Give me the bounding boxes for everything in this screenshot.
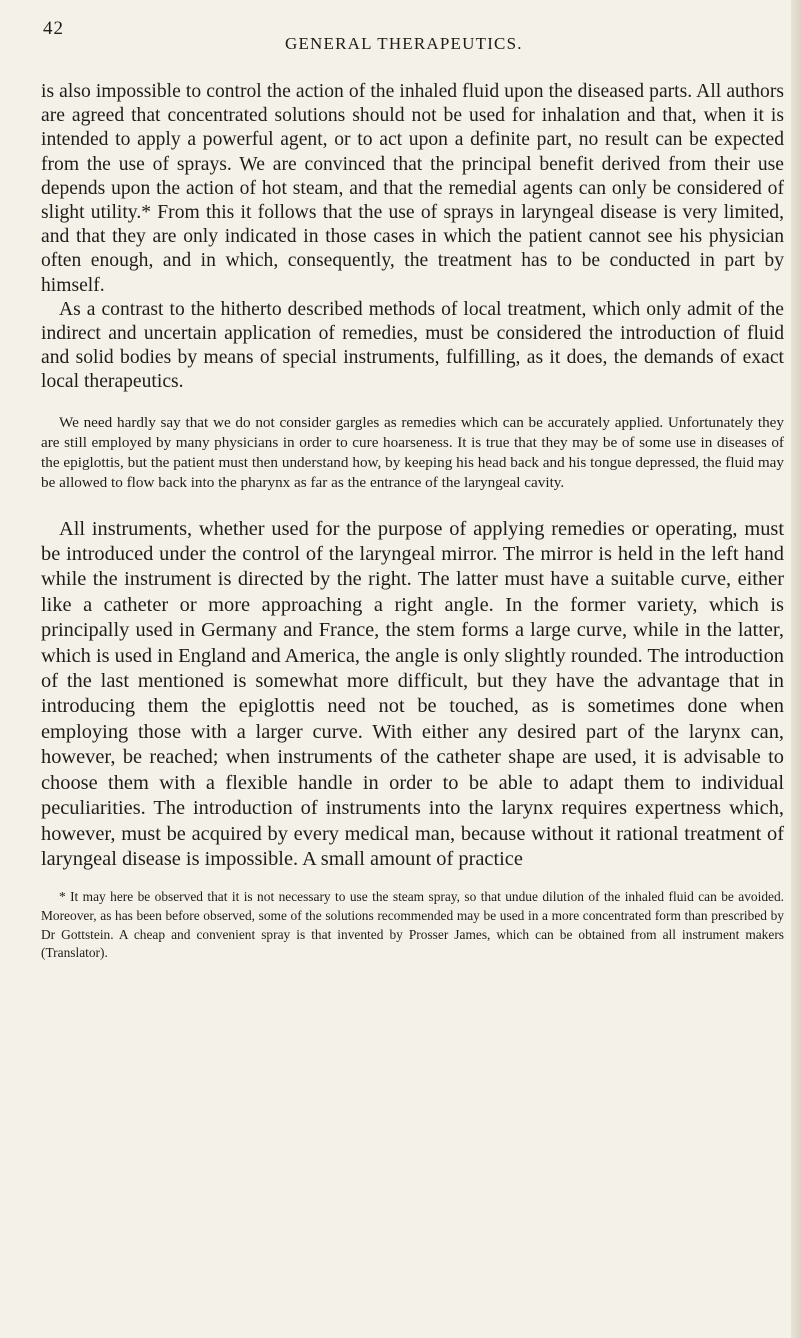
footnote: * It may here be observed that it is not necessary to use the steam spray, so that undue dilution of the inhaled fluid can be avoided. Moreover, as has been before observed, some of the solutions recommended may be used in a more concentrated form than prescribed by Dr Gottstein. A cheap and convenient spray is that invented by Prosser James, which can be obtained from all instrument makers (Translator). — [41, 889, 784, 961]
paragraph-1: is also impossible to control the action of the inhaled fluid upon the diseased parts. All authors are agreed that concentrated solutions should not be used for inhalation and that, when it is intended to apply a powerful agent, or to act upon a definite part, no result can be expected from the use of sprays. We are convinced that the principal benefit derived from their use depends upon the action of hot steam, and that the remedial agents can only be considered of slight utility.* From this it follows that the use of sprays in laryngeal disease is very limited, and that they are only indicated in those cases in which the patient cannot see his physician often enough, and in which, consequently, the treatment has to be conducted in part by himself. — [41, 81, 784, 296]
page-number: 42 — [43, 18, 64, 39]
small-print-note: We need hardly say that we do not consider gargles as remedies which can be accurately applied. Unfortunately they are still employed by many physicians in order to cure hoarseness. It is true that they may be of some use in diseases of the epiglottis, but the patient must then understand how, by keeping his head back and his tongue depressed, the fluid may be allowed to flow back into the pharynx as far as the entrance of the laryngeal cavity. — [41, 413, 784, 491]
running-head: GENERAL THERAPEUTICS. — [285, 34, 523, 53]
paragraph-2: As a contrast to the hitherto described methods of local treatment, which only admit of the indirect and uncertain application of remedies, must be considered the introduction of fluid and solid bodies by means of special instruments, fulfilling, as it does, the demands of exact local therapeutics. — [41, 298, 784, 393]
page-body — [41, 80, 784, 963]
page-edge — [791, 0, 801, 1338]
paragraph-3: All instruments, whether used for the purpose of applying remedies or operating, must be introduced under the control of the laryngeal mirror. The mirror is held in the left hand while the instrument is directed by the right. The latter must have a suitable curve, either like a catheter or more approaching a right angle. In the former variety, which is principally used in Germany and France, the stem forms a large curve, while in the latter, which is used in England and America, the angle is only slightly rounded. The introduction of the last mentioned is somewhat more difficult, but they have the advantage that in introducing them the epiglottis need not be touched, as is sometimes done when employing those with a larger curve. With either any desired part of the larynx can, however, be reached; when instruments of the catheter shape are used, it is advisable to choose them with a flexible handle in order to be able to adapt them to individual peculiarities. The introduction of instruments into the larynx requires expertness which, however, must be acquired by every medical man, because without it rational treatment of laryngeal disease is impossible. A small amount of practice — [41, 517, 784, 870]
